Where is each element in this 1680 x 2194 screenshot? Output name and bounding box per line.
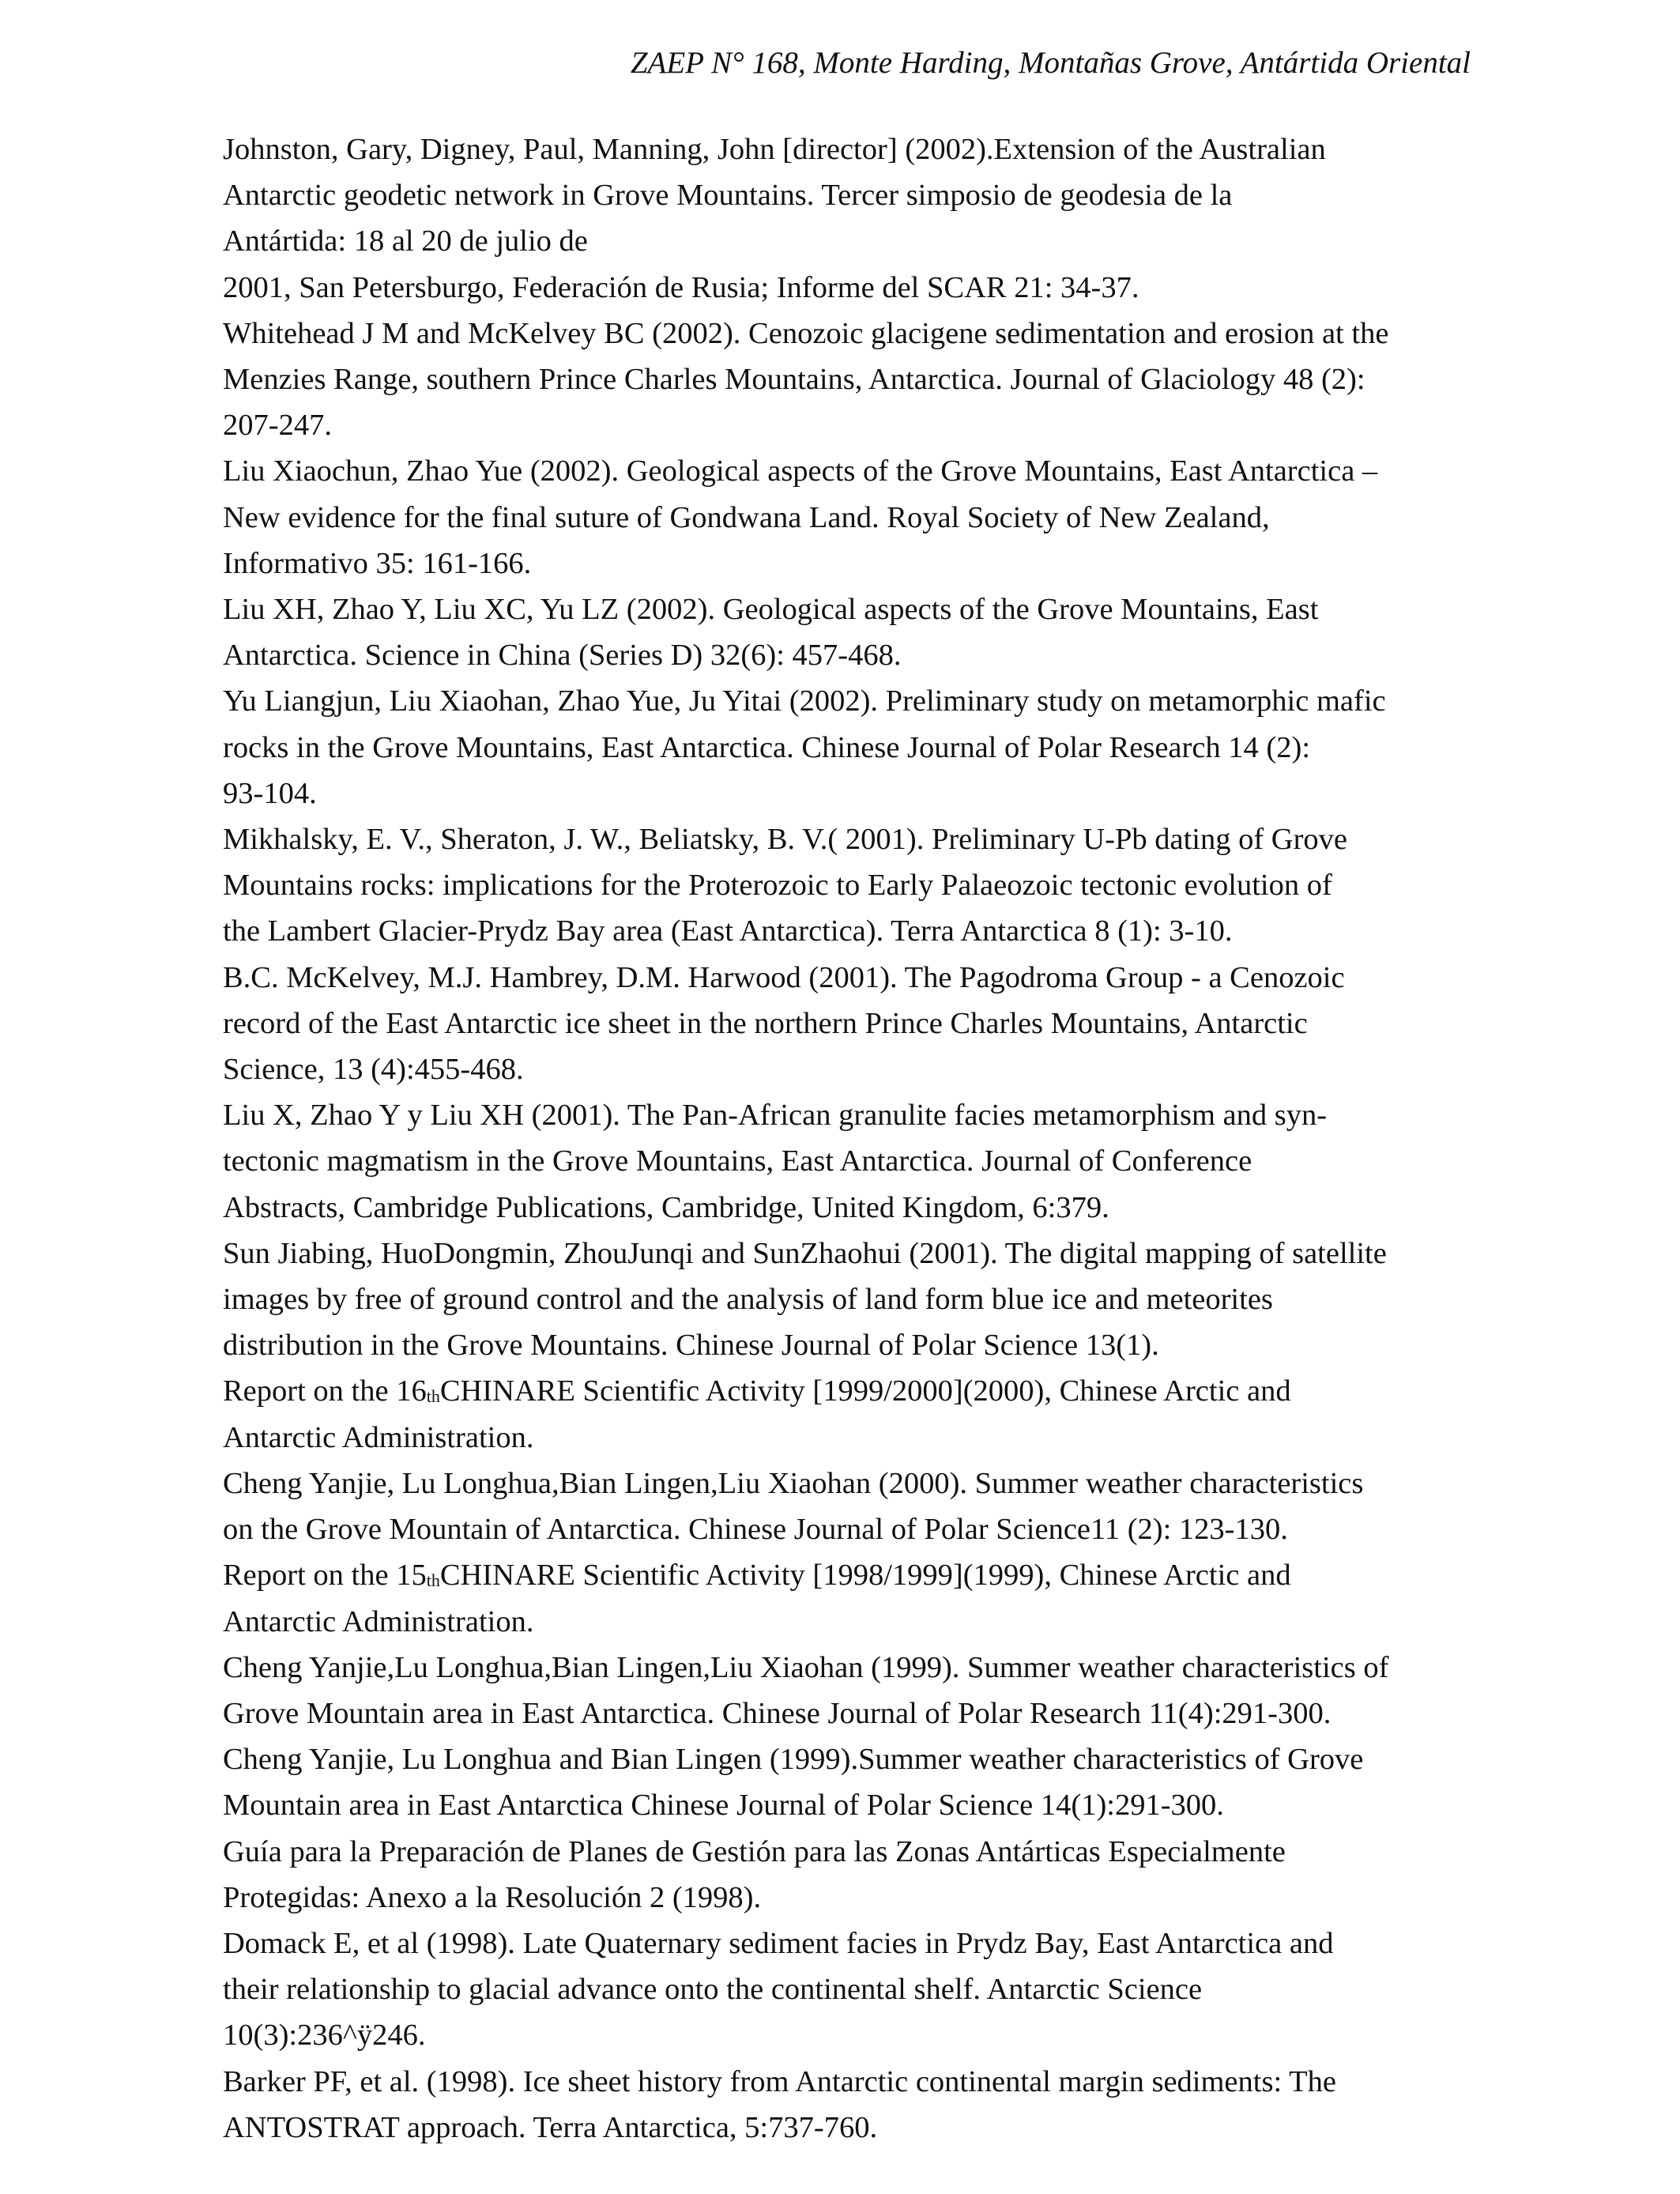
reference-line: Informativo 35: 161-166.	[223, 546, 532, 580]
reference-list	[223, 126, 1487, 2151]
reference-line: Antarctica. Science in China (Series D) 32(6): 457-468.	[223, 639, 902, 673]
reference-line: Abstracts, Cambridge Publications, Cambridge, United Kingdom, 6:379.	[223, 1190, 1109, 1224]
reference-line: Liu X, Zhao Y y Liu XH (2001). The Pan-African granulite facies metamorphism and syn-	[223, 1099, 1328, 1133]
reference-line: on the Grove Mountain of Antarctica. Chinese Journal of Polar Science11 (2): 123-130.	[223, 1513, 1288, 1547]
reference-line: Cheng Yanjie,Lu Longhua,Bian Lingen,Liu Xiaohan (1999). Summer weather characteristics of	[223, 1650, 1389, 1684]
reference-line: Guía para la Preparación de Planes de Gestión para las Zonas Antárticas Especialmente	[223, 1834, 1286, 1868]
reference-item	[223, 2059, 1487, 2151]
reference-line: Grove Mountain area in East Antarctica. Chinese Journal of Polar Research 11(4):291-300.	[223, 1696, 1332, 1730]
reference-line: Antártida: 18 al 20 de julio de	[223, 224, 588, 258]
reference-line: their relationship to glacial advance onto the continental shelf. Antarctic Science	[223, 1973, 1203, 2007]
reference-line: Cheng Yanjie, Lu Longhua and Bian Lingen (1999).Summer weather characteristics of Grove	[223, 1743, 1364, 1777]
ordinal-suffix: th	[426, 1570, 440, 1591]
reference-item	[223, 1092, 1487, 1231]
reference-line: Domack E, et al (1998). Late Quaternary sediment facies in Prydz Bay, East Antarctica and	[223, 1926, 1334, 1960]
reference-line: 2001, San Petersburgo, Federación de Rusia; Informe del SCAR 21: 34-37.	[223, 270, 1139, 304]
reference-line: B.C. McKelvey, M.J. Hambrey, D.M. Harwood (2001). The Pagodroma Group - a Cenozoic	[223, 960, 1345, 994]
reference-line: Cheng Yanjie, Lu Longhua,Bian Lingen,Liu Xiaohan (2000). Summer weather characteristics	[223, 1466, 1364, 1500]
reference-item	[223, 356, 1487, 448]
reference-line: Sun Jiabing, HuoDongmin, ZhouJunqi and SunZhaohui (2001). The digital mapping of satellite	[223, 1236, 1387, 1270]
reference-item	[223, 1231, 1487, 1369]
reference-item	[223, 1645, 1487, 1736]
reference-line: Barker PF, et al. (1998). Ice sheet history from Antarctic continental margin sediments: The	[223, 2064, 1336, 2098]
reference-text: CHINARE Scientific Activity [1998/1999](1999), Chinese Arctic and	[439, 1559, 1291, 1593]
reference-line: Mountains rocks: implications for the Proterozoic to Early Palaeozoic tectonic evolution of	[223, 869, 1332, 903]
reference-line: 207-247.	[223, 409, 332, 443]
ordinal-suffix: th	[426, 1386, 440, 1407]
reference-line: Antarctic Administration.	[223, 1604, 534, 1638]
reference-line: New evidence for the final suture of Gondwana Land. Royal Society of New Zealand,	[223, 500, 1270, 534]
reference-line: Antarctic Administration.	[223, 1420, 534, 1454]
reference-item	[223, 448, 1487, 586]
reference-item	[223, 1921, 1487, 2059]
reference-line	[223, 1368, 1487, 1414]
reference-text: CHINARE Scientific Activity [1999/2000](2000), Chinese Arctic and	[439, 1374, 1291, 1408]
reference-line: Yu Liangjun, Liu Xiaohan, Zhao Yue, Ju Yitai (2002). Preliminary study on metamorphic mafic	[223, 684, 1386, 718]
reference-item	[223, 955, 1487, 1093]
reference-item	[223, 678, 1487, 816]
reference-line: distribution in the Grove Mountains. Chinese Journal of Polar Science 13(1).	[223, 1329, 1159, 1363]
reference-item	[223, 1368, 1487, 1460]
running-header: ZAEP N° 168, Monte Harding, Montañas Grove, Antártida Oriental	[630, 46, 1471, 80]
reference-line: Antarctic geodetic network in Grove Mountains. Tercer simposio de geodesia de la	[223, 179, 1233, 213]
reference-line	[223, 1552, 1487, 1598]
reference-line: Johnston, Gary, Digney, Paul, Manning, John [director] (2002).Extension of the Australian	[223, 133, 1326, 166]
reference-item	[223, 311, 1487, 356]
reference-item	[223, 586, 1487, 678]
reference-item	[223, 1829, 1487, 1921]
reference-line: Liu XH, Zhao Y, Liu XC, Yu LZ (2002). Geological aspects of the Grove Mountains, East	[223, 593, 1319, 627]
reference-line: Mountain area in East Antarctica Chinese Journal of Polar Science 14(1):291-300.	[223, 1789, 1224, 1823]
reference-line: Whitehead J M and McKelvey BC (2002). Cenozoic glacigene sedimentation and erosion at the	[223, 316, 1389, 350]
reference-item	[223, 816, 1487, 955]
reference-line: ANTOSTRAT approach. Terra Antarctica, 5:737-760.	[223, 2110, 878, 2144]
reference-line: rocks in the Grove Mountains, East Antarctica. Chinese Journal of Polar Research 14 (2):	[223, 730, 1311, 764]
reference-line: record of the East Antarctic ice sheet in the northern Prince Charles Mountains, Antarctic	[223, 1006, 1308, 1040]
reference-line: Science, 13 (4):455-468.	[223, 1053, 524, 1087]
reference-item	[223, 1461, 1487, 1552]
reference-line: Mikhalsky, E. V., Sheraton, J. W., Beliatsky, B. V.( 2001). Preliminary U-Pb dating of Grove	[223, 823, 1348, 857]
reference-item	[223, 126, 1487, 265]
reference-line: Liu Xiaochun, Zhao Yue (2002). Geological aspects of the Grove Mountains, East Antarctica –	[223, 454, 1378, 488]
reference-item	[223, 1552, 1487, 1644]
reference-line: images by free of ground control and the analysis of land form blue ice and meteorites	[223, 1283, 1273, 1317]
reference-line: tectonic magmatism in the Grove Mountains, East Antarctica. Journal of Conference	[223, 1144, 1252, 1178]
reference-line: Protegidas: Anexo a la Resolución 2 (1998).	[223, 1880, 762, 1914]
reference-text: Report on the 15	[223, 1559, 427, 1593]
reference-line: 93-104.	[223, 776, 317, 810]
reference-line: 10(3):236^ÿ246.	[223, 2019, 426, 2053]
reference-line: Menzies Range, southern Prince Charles Mountains, Antarctica. Journal of Glaciology 48 (2):	[223, 363, 1365, 397]
reference-item	[223, 1736, 1487, 1828]
reference-text: Report on the 16	[223, 1374, 427, 1408]
reference-line: the Lambert Glacier-Prydz Bay area (East Antarctica). Terra Antarctica 8 (1): 3-10.	[223, 914, 1233, 948]
reference-item	[223, 265, 1487, 311]
